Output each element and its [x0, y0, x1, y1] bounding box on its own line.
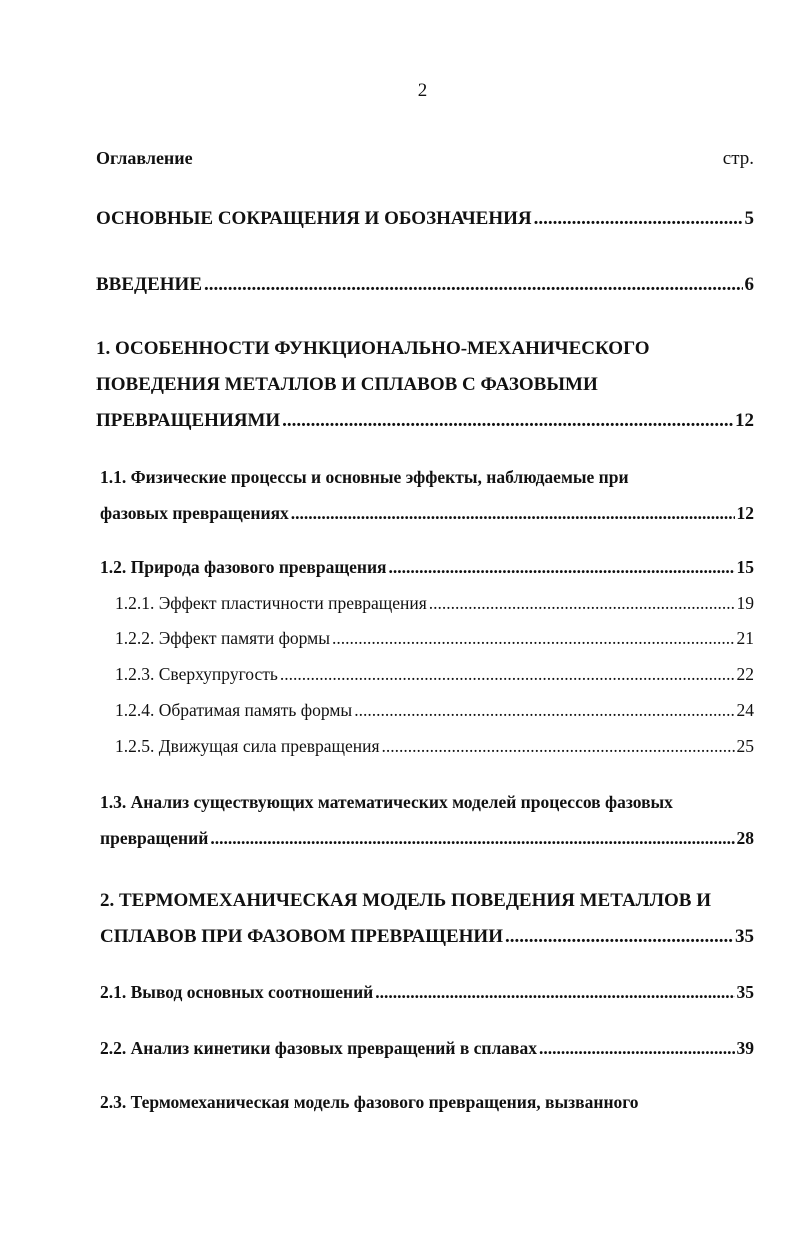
leader-dots: [505, 926, 733, 948]
toc-entry-page: 6: [744, 274, 754, 295]
leader-dots: [282, 410, 733, 432]
toc-section-2-2[interactable]: [100, 1038, 754, 1059]
toc-chapter-1-line-2[interactable]: ПОВЕДЕНИЯ МЕТАЛЛОВ И СПЛАВОВ С ФАЗОВЫМИ: [96, 374, 598, 395]
leader-dots: [429, 593, 735, 614]
toc-entry-page: 15: [736, 557, 754, 577]
toc-entry-page: 25: [736, 736, 754, 756]
toc-entry-text: 1.2.3. Сверхупругость: [115, 664, 278, 684]
toc-entry-text: превращений: [100, 828, 209, 848]
leader-dots: [382, 736, 735, 757]
leader-dots: [539, 1038, 734, 1059]
toc-entry-text: 2.1. Вывод основных соотношений: [100, 982, 374, 1002]
toc-section-1-1-line-1[interactable]: 1.1. Физические процессы и основные эффекты, наблюдаемые при: [100, 467, 629, 487]
toc-entry-page: 19: [736, 593, 754, 613]
toc-subsection-1-2-4[interactable]: [115, 700, 754, 721]
toc-entry-page: 35: [736, 982, 754, 1002]
toc-entry-page: 5: [744, 208, 754, 229]
toc-section-1-1[interactable]: [100, 503, 754, 524]
toc-title: Оглавление: [96, 148, 193, 168]
leader-dots: [332, 628, 735, 649]
leader-dots: [354, 700, 734, 721]
toc-entry-page: 21: [736, 628, 754, 648]
toc-section-1-2[interactable]: [100, 557, 754, 578]
toc-entry-abbreviations[interactable]: [96, 208, 754, 230]
page-number: 2: [417, 80, 428, 101]
toc-chapter-2[interactable]: [100, 926, 754, 948]
toc-entry-page: 39: [736, 1038, 754, 1058]
toc-entry-page: 28: [736, 828, 754, 848]
leader-dots: [204, 274, 743, 296]
toc-entry-text: СПЛАВОВ ПРИ ФАЗОВОМ ПРЕВРАЩЕНИИ: [100, 926, 503, 947]
leader-dots: [291, 503, 735, 524]
toc-entry-page: 22: [736, 664, 754, 684]
toc-subsection-1-2-1[interactable]: [115, 593, 754, 614]
toc-chapter-2-line-1[interactable]: 2. ТЕРМОМЕХАНИЧЕСКАЯ МОДЕЛЬ ПОВЕДЕНИЯ МЕТАЛЛОВ И: [100, 890, 711, 911]
leader-dots: [375, 982, 734, 1003]
toc-entry-page: 35: [735, 926, 754, 947]
leader-dots: [280, 664, 735, 685]
toc-section-1-3-line-1[interactable]: 1.3. Анализ существующих математических моделей процессов фазовых: [100, 792, 673, 812]
toc-header: [96, 148, 754, 174]
toc-entry-text: 1.2.1. Эффект пластичности превращения: [115, 593, 427, 613]
leader-dots: [210, 828, 734, 849]
toc-entry-text: ВВЕДЕНИЕ: [96, 274, 202, 295]
toc-subsection-1-2-5[interactable]: [115, 736, 754, 757]
toc-entry-page: 24: [736, 700, 754, 720]
toc-chapter-1-line-1[interactable]: 1. ОСОБЕННОСТИ ФУНКЦИОНАЛЬНО-МЕХАНИЧЕСКОГО: [96, 338, 650, 359]
toc-entry-text: 2.2. Анализ кинетики фазовых превращений в сплавах: [100, 1038, 538, 1058]
toc-entry-text: фазовых превращениях: [100, 503, 289, 523]
leader-dots: [534, 208, 743, 230]
toc-subsection-1-2-3[interactable]: [115, 664, 754, 685]
toc-entry-page: 12: [736, 503, 754, 523]
toc-section-2-1[interactable]: [100, 982, 754, 1003]
toc-section-1-3[interactable]: [100, 828, 754, 849]
toc-entry-text: 1.2. Природа фазового превращения: [100, 557, 387, 577]
toc-subsection-1-2-2[interactable]: [115, 628, 754, 649]
toc-entry-introduction[interactable]: [96, 274, 754, 296]
toc-entry-text: ПРЕВРАЩЕНИЯМИ: [96, 410, 281, 431]
page-column-label: стр.: [722, 148, 754, 169]
toc-entry-text: 1.2.2. Эффект памяти формы: [115, 628, 330, 648]
toc-entry-text: 1.2.5. Движущая сила превращения: [115, 736, 380, 756]
toc-entry-text: 1.2.4. Обратимая память формы: [115, 700, 353, 720]
toc-section-2-3-line-1[interactable]: 2.3. Термомеханическая модель фазового превращения, вызванного: [100, 1092, 639, 1112]
toc-entry-text: ОСНОВНЫЕ СОКРАЩЕНИЯ И ОБОЗНАЧЕНИЯ: [96, 208, 532, 229]
leader-dots: [389, 557, 735, 578]
toc-chapter-1[interactable]: [96, 410, 754, 432]
toc-entry-page: 12: [735, 410, 754, 431]
